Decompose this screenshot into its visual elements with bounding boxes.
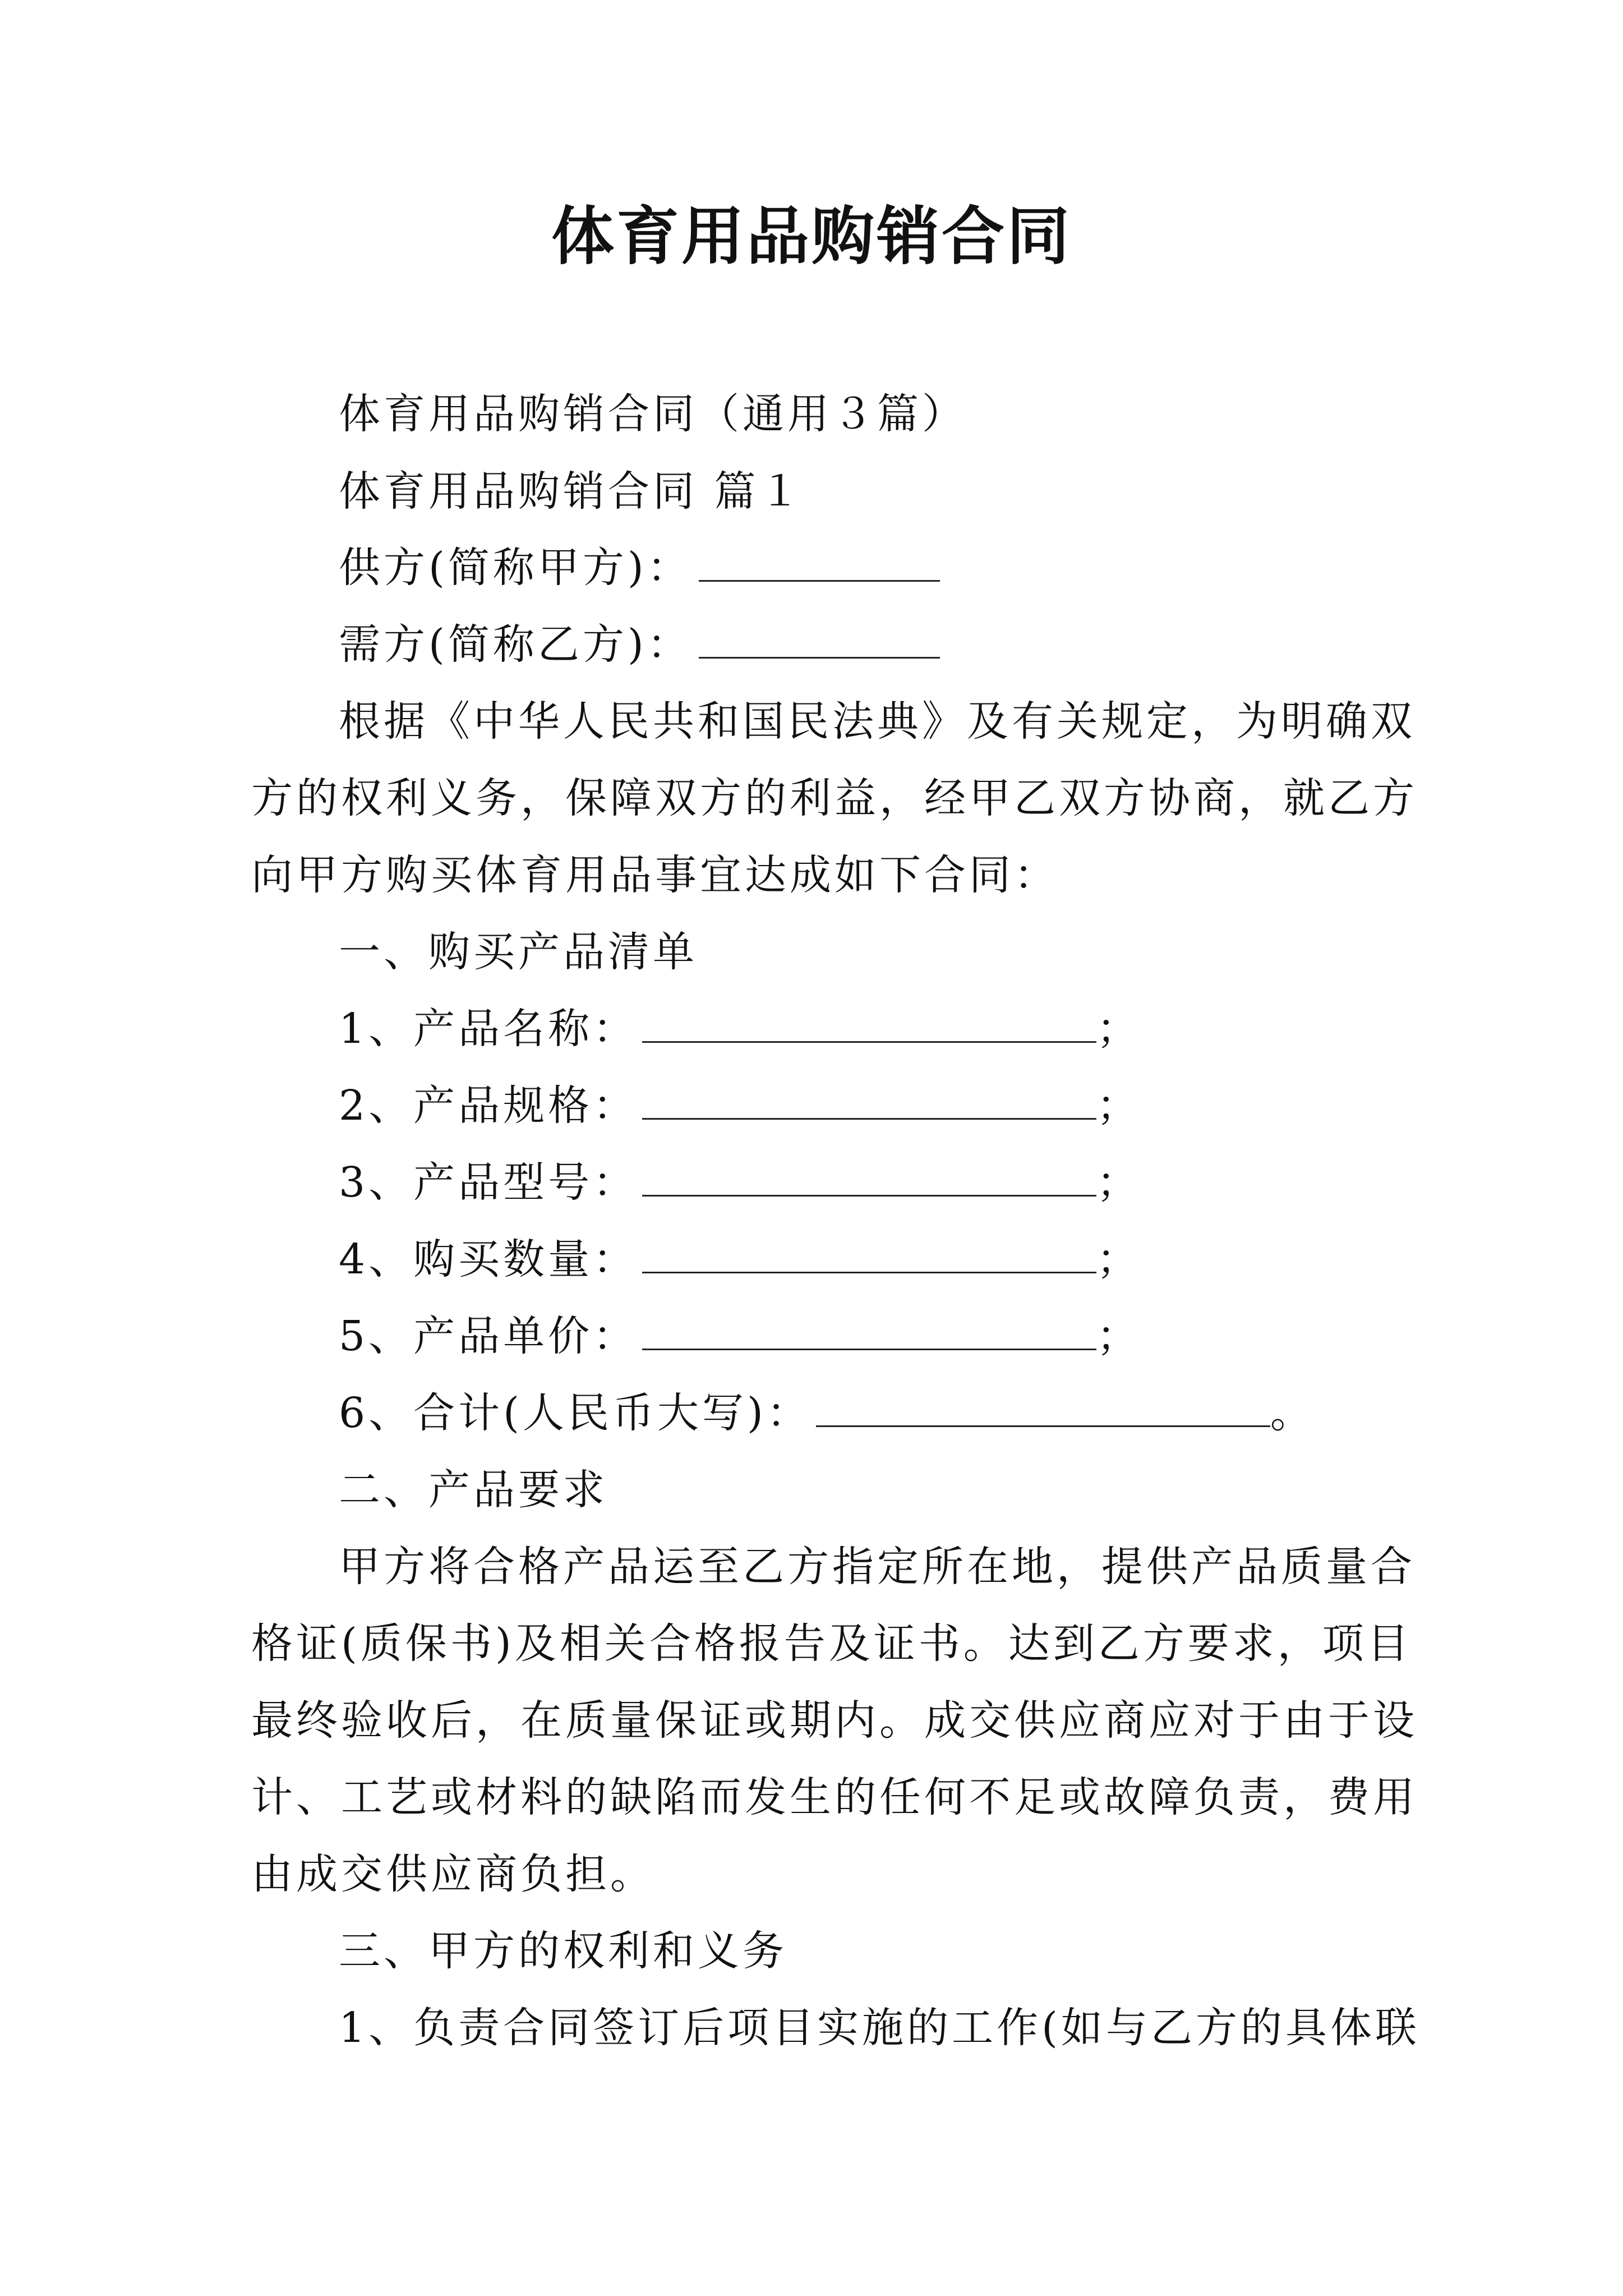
item-label: 6、合计(人民币大写)： xyxy=(339,1389,811,1437)
intro-line-3: 向甲方购买体育用品事宜达成如下合同： xyxy=(251,851,1059,899)
item-line xyxy=(339,1078,1472,1134)
item-blank xyxy=(642,1083,1096,1120)
item-end: ； xyxy=(1096,1312,1138,1360)
item-end: ； xyxy=(1096,1158,1138,1207)
supplier-label: 供方(简称甲方)： xyxy=(339,544,692,592)
item-line xyxy=(339,1001,1472,1057)
item-blank xyxy=(642,1006,1096,1043)
item-end: ； xyxy=(1096,1235,1138,1283)
item-blank xyxy=(642,1314,1096,1350)
intro-line-1: 根据《中华人民共和国民法典》及有关规定，为明确双 xyxy=(339,697,1415,746)
item-label: 4、购买数量： xyxy=(339,1235,638,1283)
part1-heading: 一、购买产品清单 xyxy=(339,928,698,976)
document-subtitle: 体育用品购销合同（通用３篇） xyxy=(339,390,967,438)
part2-heading: 二、产品要求 xyxy=(339,1466,608,1514)
document-title: 体育用品购销合同 xyxy=(551,200,1072,273)
item-line xyxy=(339,1154,1472,1211)
item-end: ； xyxy=(1096,1005,1138,1053)
part3-heading: 三、甲方的权利和义务 xyxy=(339,1927,787,1975)
item-line xyxy=(339,1385,1472,1441)
part2-line-1: 甲方将合格产品运至乙方指定所在地，提供产品质量合 xyxy=(339,1543,1415,1591)
part2-line-4: 计、工艺或材料的缺陷而发生的任何不足或故障负责，费用 xyxy=(251,1773,1418,1821)
intro-line-2: 方的权利义务，保障双方的利益，经甲乙双方协商，就乙方 xyxy=(251,774,1418,822)
item-label: 1、产品名称： xyxy=(339,1005,638,1053)
supplier-line xyxy=(339,540,1472,596)
item-label: 5、产品单价： xyxy=(339,1312,638,1360)
part2-line-5: 由成交供应商负担。 xyxy=(251,1850,655,1898)
item-line xyxy=(339,1308,1472,1364)
part2-line-2: 格证(质保书)及相关合格报告及证书。达到乙方要求，项目 xyxy=(251,1619,1412,1668)
part3-line-1: 1、负责合同签订后项目实施的工作(如与乙方的具体联 xyxy=(339,2004,1420,2052)
item-blank xyxy=(816,1391,1270,1427)
item-blank xyxy=(642,1160,1096,1197)
item-end: ； xyxy=(1096,1082,1138,1130)
item-blank xyxy=(642,1237,1096,1273)
item-end: 。 xyxy=(1270,1389,1312,1437)
buyer-label: 需方(简称乙方)： xyxy=(339,620,692,669)
part2-line-3: 最终验收后，在质量保证或期内。成交供应商应对于由于设 xyxy=(251,1696,1418,1745)
item-line xyxy=(339,1231,1472,1287)
supplier-blank xyxy=(699,545,940,582)
buyer-line xyxy=(339,616,1472,673)
item-label: 2、产品规格： xyxy=(339,1082,638,1130)
section-heading: 体育用品购销合同 篇１ xyxy=(339,467,804,516)
buyer-blank xyxy=(699,622,940,659)
item-label: 3、产品型号： xyxy=(339,1158,638,1207)
